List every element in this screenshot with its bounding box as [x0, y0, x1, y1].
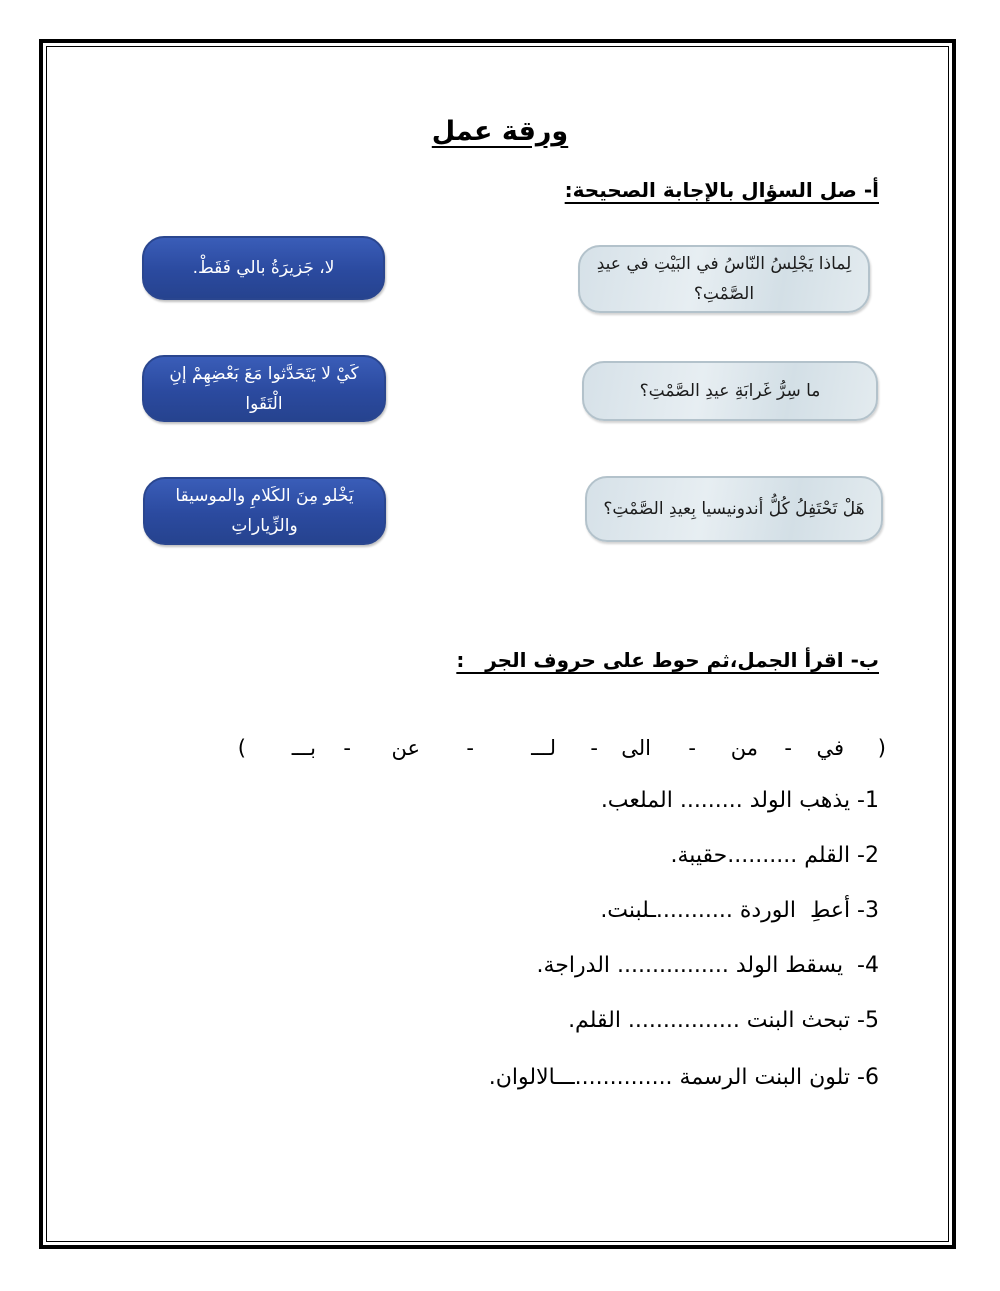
prepositions-open-paren: ( — [877, 736, 886, 760]
preposition-item[interactable]: من — [730, 736, 758, 760]
preposition-item[interactable]: بـــ — [291, 736, 316, 760]
sentence-5: 5- تبحث البنت ................ القلم. — [568, 1008, 879, 1033]
preposition-separator: - — [590, 736, 598, 760]
preposition-item[interactable]: في — [816, 736, 844, 760]
preposition-item[interactable]: عن — [391, 736, 420, 760]
answer-card-2[interactable]: كَيْ لا يَتَحَدَّثوا مَعَ بَعْضِهِمْ إنِ الْتَقَوا — [142, 355, 386, 422]
preposition-separator: - — [466, 736, 474, 760]
section-b-heading: ب- اقرأ الجمل،ثم حوط على حروف الجر : — [456, 648, 879, 672]
worksheet-title-text: ورقة عمل — [431, 116, 569, 147]
sentence-1: 1- يذهب الولد ......... الملعب. — [600, 788, 879, 813]
preposition-separator: - — [343, 736, 351, 760]
prepositions-list — [230, 736, 886, 770]
sentence-3: 3- أعطِ الوردة ...........ـلبنت. — [600, 898, 879, 923]
answer-card-1[interactable]: لا، جَزيرَةُ بالي فَقَطْ. — [142, 236, 385, 300]
sentence-6: 6- تلون البنت الرسمة ..............ـــالالوان. — [488, 1065, 879, 1090]
question-card-1[interactable]: لِماذا يَجْلِسُ النّاسُ في البَيْتِ في عيدِ الصَّمْتِ؟ — [578, 245, 870, 313]
preposition-separator: - — [688, 736, 696, 760]
question-card-3[interactable]: هَلْ تَحْتَفِلُ كُلُّ أندونيسيا بِعيدِ الصَّمْتِ؟ — [585, 476, 883, 542]
preposition-item[interactable]: لـــ — [531, 736, 556, 760]
preposition-item[interactable]: الى — [621, 736, 651, 760]
answer-card-3[interactable]: يَخْلو مِنَ الكَلامِ والموسيقا والزِّياراتِ — [143, 477, 386, 545]
sentence-2: 2- القلم ..........حقيبة. — [670, 843, 879, 868]
preposition-separator: - — [784, 736, 792, 760]
question-card-2[interactable]: ما سِرُّ غَرابَةِ عيدِ الصَّمْتِ؟ — [582, 361, 878, 421]
prepositions-close-paren: ) — [237, 736, 246, 760]
section-a-heading: أ- صل السؤال بالإجابة الصحيحة: — [564, 178, 879, 202]
worksheet-title — [0, 116, 1000, 147]
sentence-4: 4- يسقط الولد ................ الدراجة. — [536, 953, 879, 978]
